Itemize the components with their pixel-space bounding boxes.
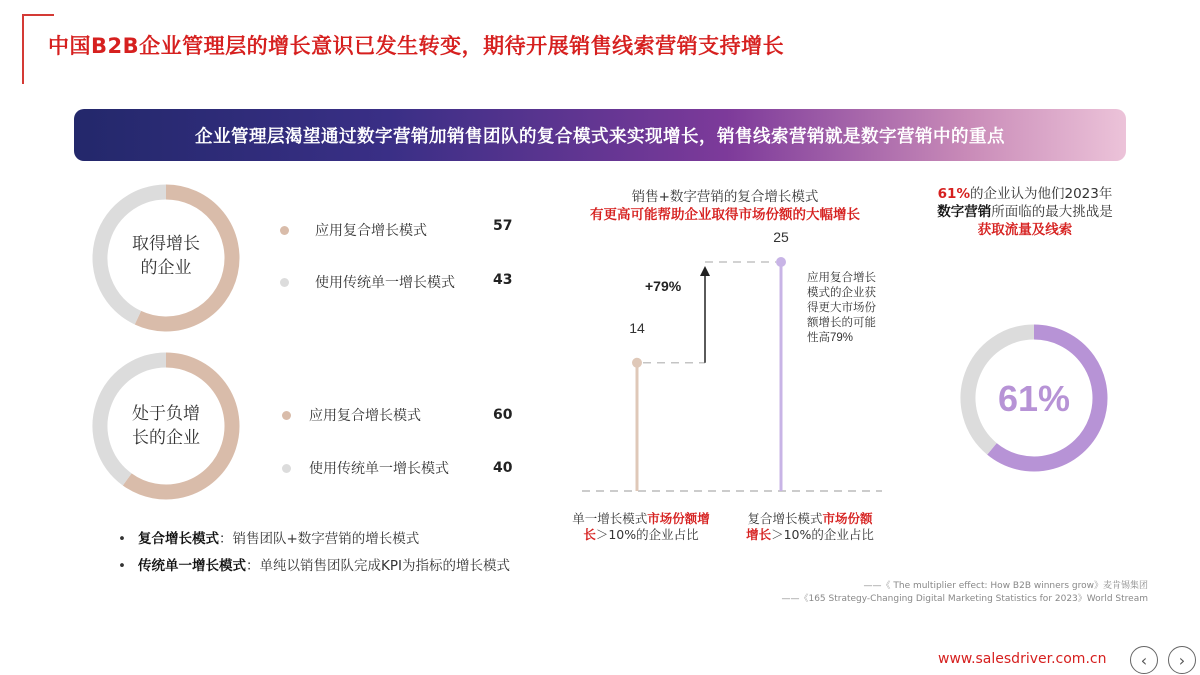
legend-row-traditional bbox=[280, 272, 455, 292]
point-single bbox=[632, 358, 642, 368]
banner-text: 企业管理层渴望通过数字营销加销售团队的复合模式来实现增长，销售线索营销就是数字营销中的重点 bbox=[195, 126, 1005, 147]
side-note-line: 性高79% bbox=[807, 332, 854, 344]
legend-row-traditional bbox=[282, 458, 449, 478]
legend-label: 应用复合增长模式 bbox=[315, 223, 427, 239]
value-label: 60 bbox=[493, 407, 513, 423]
decline-donut-label: 处于负增 长的企业 bbox=[132, 404, 200, 448]
legend-row-composite bbox=[282, 405, 421, 425]
increase-arrow-head bbox=[700, 266, 710, 276]
note-item: • 复合增长模式：销售团队+数字营销的增长模式 bbox=[118, 531, 420, 547]
legend-swatch-composite bbox=[282, 411, 291, 420]
note-item: • 传统单一增长模式：单纯以销售团队完成KPI为指标的增长模式 bbox=[118, 558, 510, 574]
chevron-right-icon: › bbox=[1178, 650, 1186, 670]
chart-subtitle: 有更高可能帮助企业取得市场份额的大幅增长 bbox=[590, 207, 860, 223]
bar-label-single: 单一增长模式市场份额增 长＞10%的企业占比 bbox=[572, 511, 710, 542]
legend-swatch-composite bbox=[280, 226, 289, 235]
legend-swatch-traditional bbox=[280, 278, 289, 287]
side-note-line: 应用复合增长 bbox=[807, 272, 876, 284]
legend-label: 应用复合增长模式 bbox=[309, 408, 421, 424]
banner bbox=[74, 109, 1126, 161]
page-title: 中国B2B企业管理层的增长意识已发生转变，期待开展销售线索营销支持增长 bbox=[48, 34, 785, 58]
chart-title: 销售+数字营销的复合增长模式 bbox=[631, 189, 819, 205]
legend-row-composite bbox=[280, 220, 427, 240]
legend-label: 使用传统单一增长模式 bbox=[309, 461, 449, 477]
data-label-composite: 25 bbox=[773, 229, 789, 245]
challenge-donut-chart bbox=[958, 322, 1110, 474]
legend-swatch-traditional bbox=[282, 464, 291, 473]
challenge-statement: 61%的企业认为他们2023年 数字营销所面临的最大挑战是 获取流量及线索 bbox=[937, 186, 1113, 238]
point-composite bbox=[776, 257, 786, 267]
value-label: 57 bbox=[493, 218, 513, 234]
next-page-button[interactable] bbox=[1168, 646, 1196, 674]
data-label-single: 14 bbox=[629, 320, 645, 336]
chevron-left-icon: ‹ bbox=[1140, 650, 1148, 670]
value-label: 40 bbox=[493, 460, 513, 476]
center-percent-label: 61% bbox=[997, 378, 1071, 419]
value-label: 43 bbox=[493, 272, 513, 288]
side-note bbox=[807, 270, 876, 344]
side-note-line: 额增长的可能 bbox=[807, 317, 876, 329]
comparison-chart-title bbox=[555, 188, 895, 224]
prev-page-button[interactable] bbox=[1130, 646, 1158, 674]
side-note-line: 模式的企业获 bbox=[807, 287, 876, 299]
website-link[interactable]: www.salesdriver.com.cn bbox=[938, 651, 1107, 667]
bar-label-composite: 复合增长模式市场份额 增长＞10%的企业占比 bbox=[746, 511, 874, 542]
source-citations: ——《 The multiplier effect: How B2B winners grow》麦肯锡集团 ——《165 Strategy-Changing Digital Marketing Statistics for 2023》World Stream bbox=[781, 581, 1148, 604]
growth-donut-label: 取得增长 的企业 bbox=[132, 234, 200, 278]
annotation-label: +79% bbox=[645, 278, 682, 294]
side-note-line: 得更大市场份 bbox=[807, 302, 876, 314]
legend-label: 使用传统单一增长模式 bbox=[315, 275, 455, 291]
definition-notes bbox=[118, 527, 518, 579]
